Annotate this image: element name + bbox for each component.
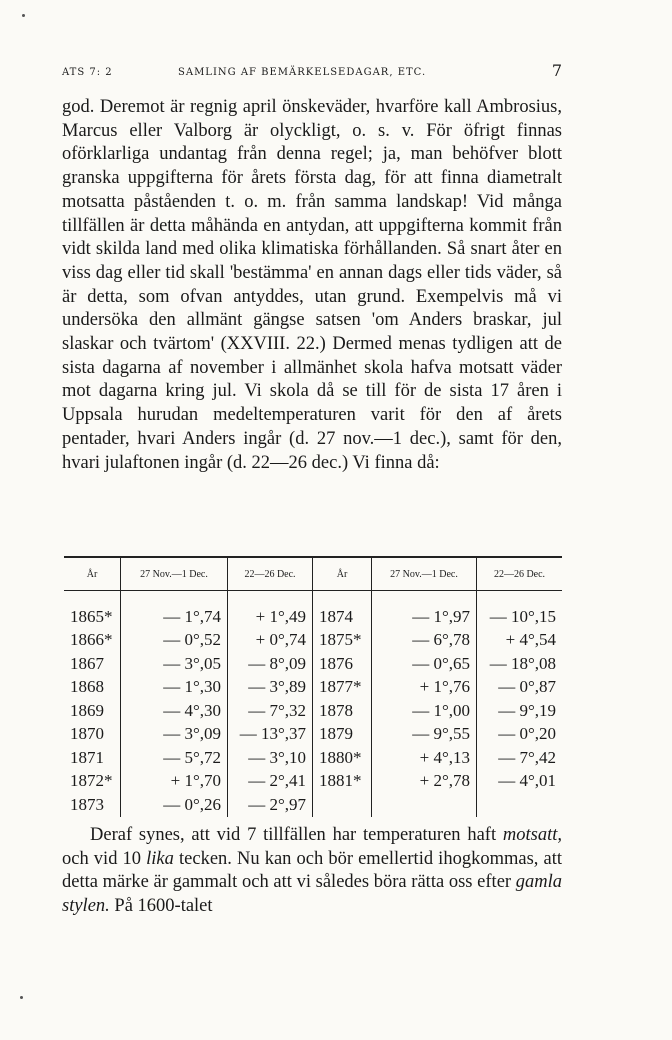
cell-year: 1881* [313,770,372,794]
cell-year: 1879 [313,723,372,747]
cell-dec-value: — 18°,08 [477,652,563,676]
cell-dec-value: — 7°,42 [477,746,563,770]
cell-nov-value: — 5°,72 [121,746,228,770]
col-header-year-1: År [64,557,121,591]
cell-nov-value: — 1°,74 [121,591,228,629]
cell-dec-value: — 3°,89 [228,676,313,700]
running-header [62,63,562,83]
cell-nov-value: — 1°,97 [372,591,477,629]
closing-paragraph [62,824,562,919]
col-header-nov-2: 27 Nov.—1 Dec. [372,557,477,591]
header-title: SAMLING AF BEMÄRKELSEDAGAR, ETC. [178,67,427,78]
cell-dec-value: + 1°,49 [228,591,313,629]
cell-year: 1872* [70,771,113,791]
cell-dec-value: — 10°,15 [477,591,563,629]
cell-dec-value [477,793,563,817]
table-row [64,770,562,794]
p2-emphasis-lika: lika [146,848,174,869]
cell-nov-value [372,793,477,817]
p2-emphasis-gamla-stylen: gamla stylen. [62,872,562,917]
table-body [64,591,562,817]
cell-dec-value: + 0°,74 [228,629,313,653]
cell-dec-value: — 8°,09 [228,652,313,676]
cell-dec-value: + 4°,54 [477,629,563,653]
col-header-dec-2: 22—26 Dec. [477,557,563,591]
table-row [64,699,562,723]
p2-text-2: och vid 10 [62,848,147,869]
header-left: ATS 7: 2 [62,67,113,78]
table-row [64,629,562,653]
margin-speck [22,14,25,17]
cell-nov-value: — 3°,09 [121,723,228,747]
cell-year [313,793,372,817]
page-number: 7 [551,61,562,80]
p2-emphasis-motsatt: motsatt, [502,825,562,845]
paragraph-1: god. Deremot är regnig april önskeväder, hvarföre kall Ambrosius, Marcus eller Valborg är olyckligt, o. s. v. För öfrigt finnas oförklarliga undantag från denna regel; ja, man behöfver blott granska uppgifterna för årets första dag, för att finna diametralt motsatta påståenden t. o. m. från samma landskap! Vid många tillfällen är detta måhända en antydan, att uppgifterna kommit från vidt skilda land med olika klimatiska förhållanden. Så snart åter en viss dag eller tid skall 'bestämma' en annan dags eller tids väder, så är detta, som ofvan antyddes, utan grund. Exempelvis må vi undersöka den allmänt gängse satsen 'om Anders braskar, jul slaskar och tvärtom' (XXVIII. 22.) Dermed menas tydligen att de sista dagarna af november i allmänhet skola hafva motsatt väder mot dagarna kring jul. Vi skola då se till för de sista 17 åren i Uppsala hurudan medeltemperaturen varit för den af årets pentader, hvari Anders ingår (d. 27 nov.—1 dec.), samt för den, hvari julaftonen ingår (d. 22—26 dec.) Vi finna då: [62,97,562,473]
cell-year: 1880* [313,746,372,770]
cell-nov-value: + 4°,13 [372,746,477,770]
cell-year: 1875* [313,629,372,653]
table-row [64,746,562,770]
cell-nov-value: — 6°,78 [372,629,477,653]
table-row [64,793,562,817]
cell-year: 1865* [70,606,113,626]
cell-dec-value: — 0°,20 [477,723,563,747]
table-row [64,676,562,700]
cell-year: 1869 [70,700,104,720]
cell-year: 1866* [70,630,113,650]
cell-nov-value: + 1°,76 [372,676,477,700]
table-row [64,723,562,747]
cell-dec-value: — 7°,32 [228,699,313,723]
cell-nov-value: — 1°,30 [121,676,228,700]
cell-dec-value: — 9°,19 [477,699,563,723]
cell-nov-value: — 9°,55 [372,723,477,747]
cell-nov-value: — 4°,30 [121,699,228,723]
p2-text-3: tecken. Nu kan och bör emellertid ihogkommas, att detta märke är gammalt och att vi således böra rätta oss efter [62,848,562,893]
cell-year: 1878 [313,699,372,723]
paragraph-2 [62,824,562,919]
cell-nov-value: — 0°,26 [121,793,228,817]
cell-year: 1870 [70,724,104,744]
cell-nov-value: + 2°,78 [372,770,477,794]
cell-dec-value: — 3°,10 [228,746,313,770]
main-paragraph [62,96,562,475]
cell-year: 1867 [70,653,104,673]
cell-year: 1868 [70,677,104,697]
cell-year: 1876 [313,652,372,676]
temperature-table [64,556,562,817]
cell-year: 1873 [70,794,104,814]
col-header-year-2: År [313,557,372,591]
cell-dec-value: — 4°,01 [477,770,563,794]
col-header-dec-1: 22—26 Dec. [228,557,313,591]
table-row [64,652,562,676]
cell-nov-value: — 0°,65 [372,652,477,676]
cell-nov-value: — 3°,05 [121,652,228,676]
table-row [64,591,562,629]
cell-dec-value: — 2°,97 [228,793,313,817]
p2-text-4: På 1600-talet [109,896,213,917]
cell-nov-value: — 1°,00 [372,699,477,723]
table-header-row [64,557,562,591]
col-header-nov-1: 27 Nov.—1 Dec. [121,557,228,591]
cell-year: 1877* [313,676,372,700]
cell-nov-value: + 1°,70 [121,770,228,794]
margin-speck [20,996,23,999]
cell-nov-value: — 0°,52 [121,629,228,653]
cell-year: 1871 [70,747,104,767]
cell-dec-value: — 0°,87 [477,676,563,700]
cell-dec-value: — 2°,41 [228,770,313,794]
cell-dec-value: — 13°,37 [228,723,313,747]
p2-text-1: Deraf synes, att vid 7 tillfällen har temperaturen haft [90,825,503,845]
cell-year: 1874 [313,591,372,629]
